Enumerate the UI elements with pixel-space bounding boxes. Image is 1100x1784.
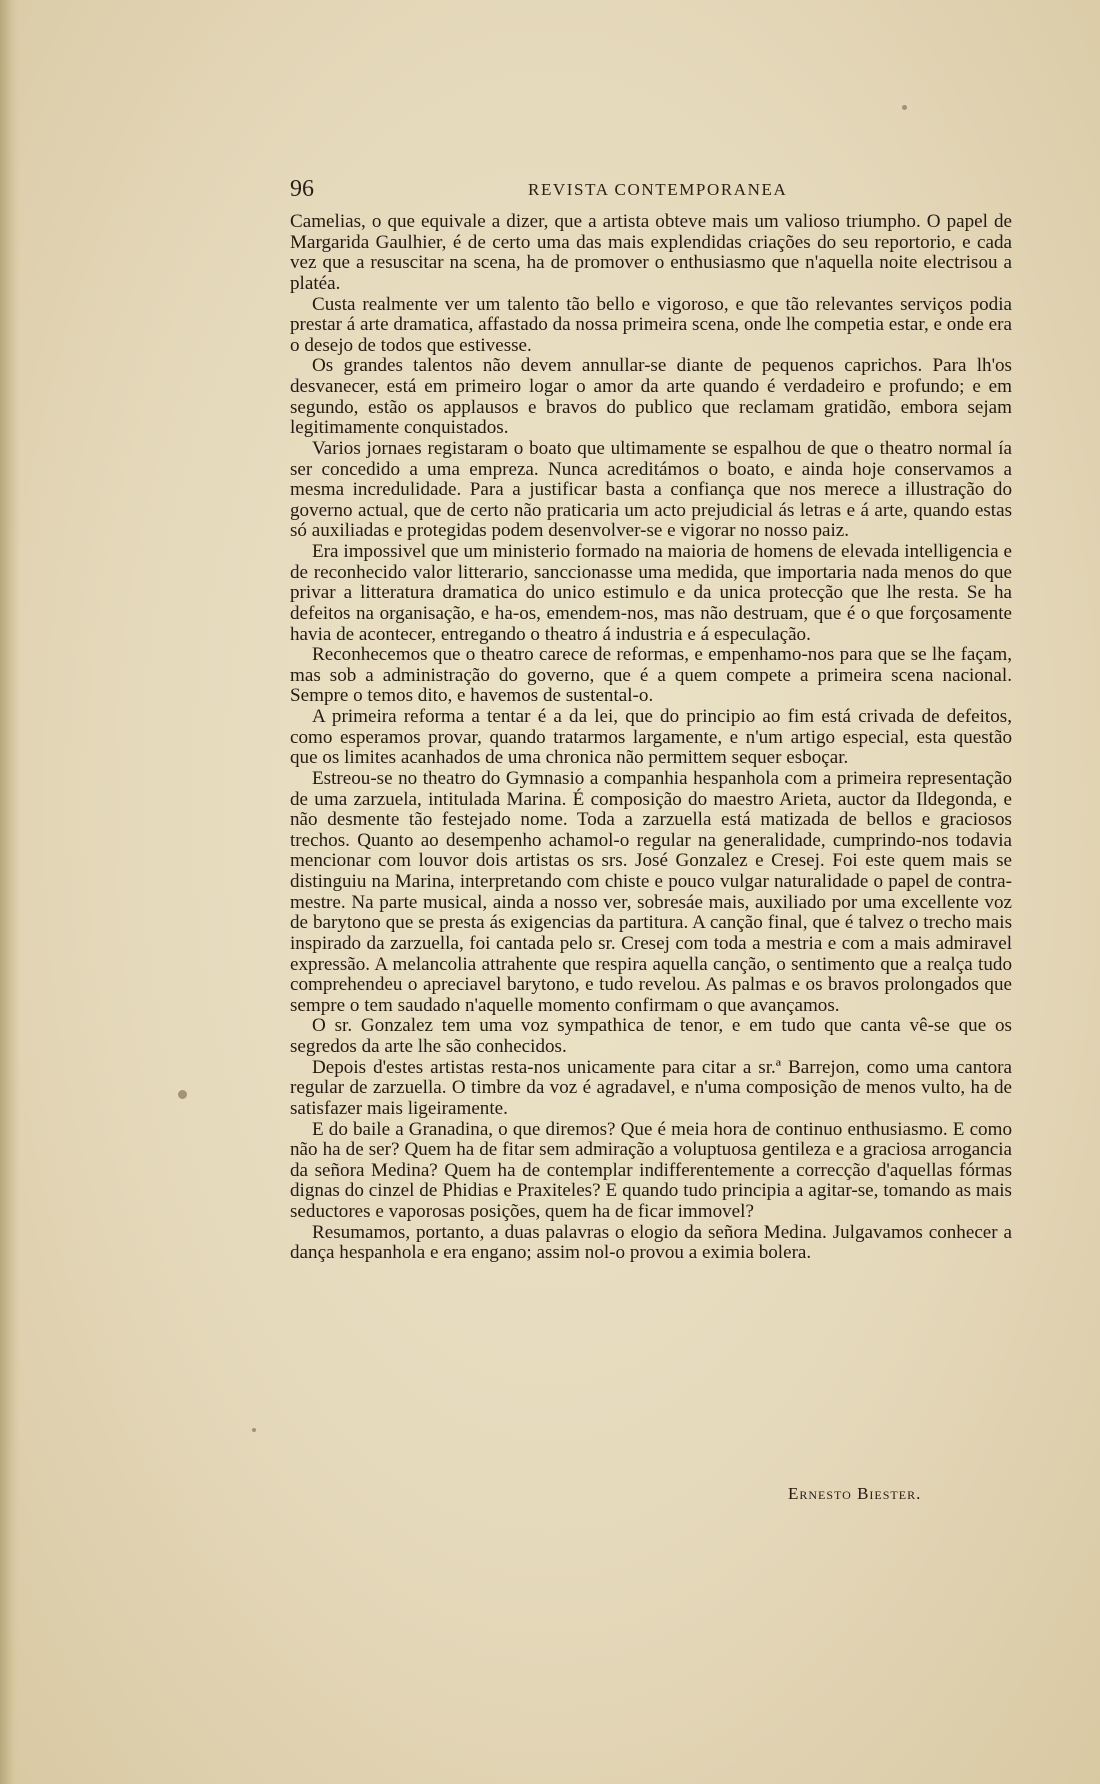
binding-shadow [0,0,20,1784]
ink-spot [252,1428,256,1432]
paragraph-5: Era impossivel que um ministerio formado na maioria de homens de elevada intelligencia e de reconhecido valor litterario, sanccionasse uma medida, que importaria nada menos do que privar a litteratura dramatica do unico estimulo e da unica protecção que lhe resta. Se ha defeitos na organisação, e ha-os, emendem-nos, mas não destruam, que é o que forçosamente havia de acontecer, entregando o theatro á industria e á especulação. [290,541,1012,645]
article-body [290,212,1012,1264]
paragraph-9: O sr. Gonzalez tem uma voz sympathica de tenor, e em tudo que canta vê-se que os segredos da arte lhe são conhecidos. [290,1015,1012,1057]
page-header [290,174,1010,204]
paragraph-11: E do baile a Granadina, o que diremos? Que é meia hora de continuo enthusiasmo. E como não ha de ser? Quem ha de fitar sem admiração a voluptuosa gentileza e a graciosa arrogancia da señora Medina? Quem ha de contemplar indifferentemente a correcção d'aquellas fórmas dignas do cinzel de Phidias e Praxiteles? E quando tudo principia a agitar-se, tomando as mais seductores e vaporosas posições, quem ha de ficar immovel? [290,1118,1012,1222]
paragraph-4: Varios jornaes registaram o boato que ultimamente se espalhou de que o theatro normal ía ser concedido a uma empreza. Nunca acreditámos o boato, e ainda hoje conservamos a mesma incredulidade. Para a justificar basta a confiança que nos merece a illustração do governo actual, que de certo não praticaria um acto prejudicial ás letras e á arte, quando estas só auxiliadas e protegidas podem desenvolver-se e vigorar no nosso paiz. [290,437,1012,542]
paragraph-7: A primeira reforma a tentar é a da lei, que do principio ao fim está crivada de defeitos, como esperamos provar, quando tratarmos largamente, e n'um artigo especial, esta questão que os limites acanhados de uma chronica não permittem sequer esboçar. [290,706,1012,769]
ink-spot [178,1090,187,1099]
paragraph-2: Custa realmente ver um talento tão bello e vigoroso, e que tão relevantes serviços podia prestar á arte dramatica, affastado da nossa primeira scena, onde lhe competia estar, e onde era o desejo de todos que estivesse. [290,293,1012,356]
paragraph-8: Estreou-se no theatro do Gymnasio a companhia hespanhola com a primeira representação de uma zarzuela, intitulada Marina. É composição do maestro Arieta, auctor da Ildegonda, e não desmente tão festejado nome. Toda a zarzuella está matizada de bellos e graciosos trechos. Quanto ao desempenho achamol-o regular na generalidade, cumprindo-nos todavia mencionar com louvor dois artistas os srs. José Gonzalez e Cresej. Foi este quem mais se distinguiu na Marina, interpretando com chiste e pouco vulgar naturalidade o papel de contra-mestre. Na parte musical, ainda a nosso ver, sobresáe mais, auxiliado por uma excellente voz de barytono que se presta ás exigencias da partitura. A canção final, que é talvez o trecho mais inspirado da zarzuella, foi cantada pelo sr. Cresej com toda a mestria e com a mais admiravel expressão. A melancolia attrahente que respira aquella canção, o sentimento que a realça tudo comprehendeu o apreciavel barytono, e tudo revelou. As palmas e os bravos prolongados que sempre o tem saudado n'aquelle momento confirmam o que avançamos. [290,767,1012,1016]
paragraph-1: Camelias, o que equivale a dizer, que a artista obteve mais um valioso triumpho. O papel de Margarida Gaulhier, é de certo uma das mais explendidas criações do seu reportorio, e cada vez que a resuscitar na scena, ha de promover o enthusiasmo que n'aquella noite electrisou a platéa. [290,211,1012,294]
paragraph-10: Depois d'estes artistas resta-nos unicamente para citar a sr.ª Barrejon, como uma cantora regular de zarzuella. O timbre da voz é agradavel, e n'uma composição de menos vulto, ha de satisfazer mais ligeiramente. [290,1056,1012,1119]
paragraph-12: Resumamos, portanto, a duas palavras o elogio da señora Medina. Julgavamos conhecer a dança hespanhola e era engano; assim nol-o provou a eximia bolera. [290,1221,1012,1264]
ink-spot [902,105,907,110]
page-number: 96 [290,176,314,202]
author-signature: Ernesto Biester. [788,1484,922,1503]
running-title: REVISTA CONTEMPORANEA [528,180,788,199]
paragraph-3: Os grandes talentos não devem annullar-se diante de pequenos caprichos. Para lh'os desvanecer, está em primeiro logar o amor da arte quando é verdadeiro e profundo; e em segundo, estão os applausos e bravos do publico que reclamam gratidão, embora sejam legitimamente conquistados. [290,355,1012,439]
paragraph-6: Reconhecemos que o theatro carece de reformas, e empenhamo-nos para que se lhe façam, mas sob a administração do governo, que é a quem compete a primeira scena nacional. Sempre o temos dito, e havemos de sustental-o. [290,644,1012,707]
